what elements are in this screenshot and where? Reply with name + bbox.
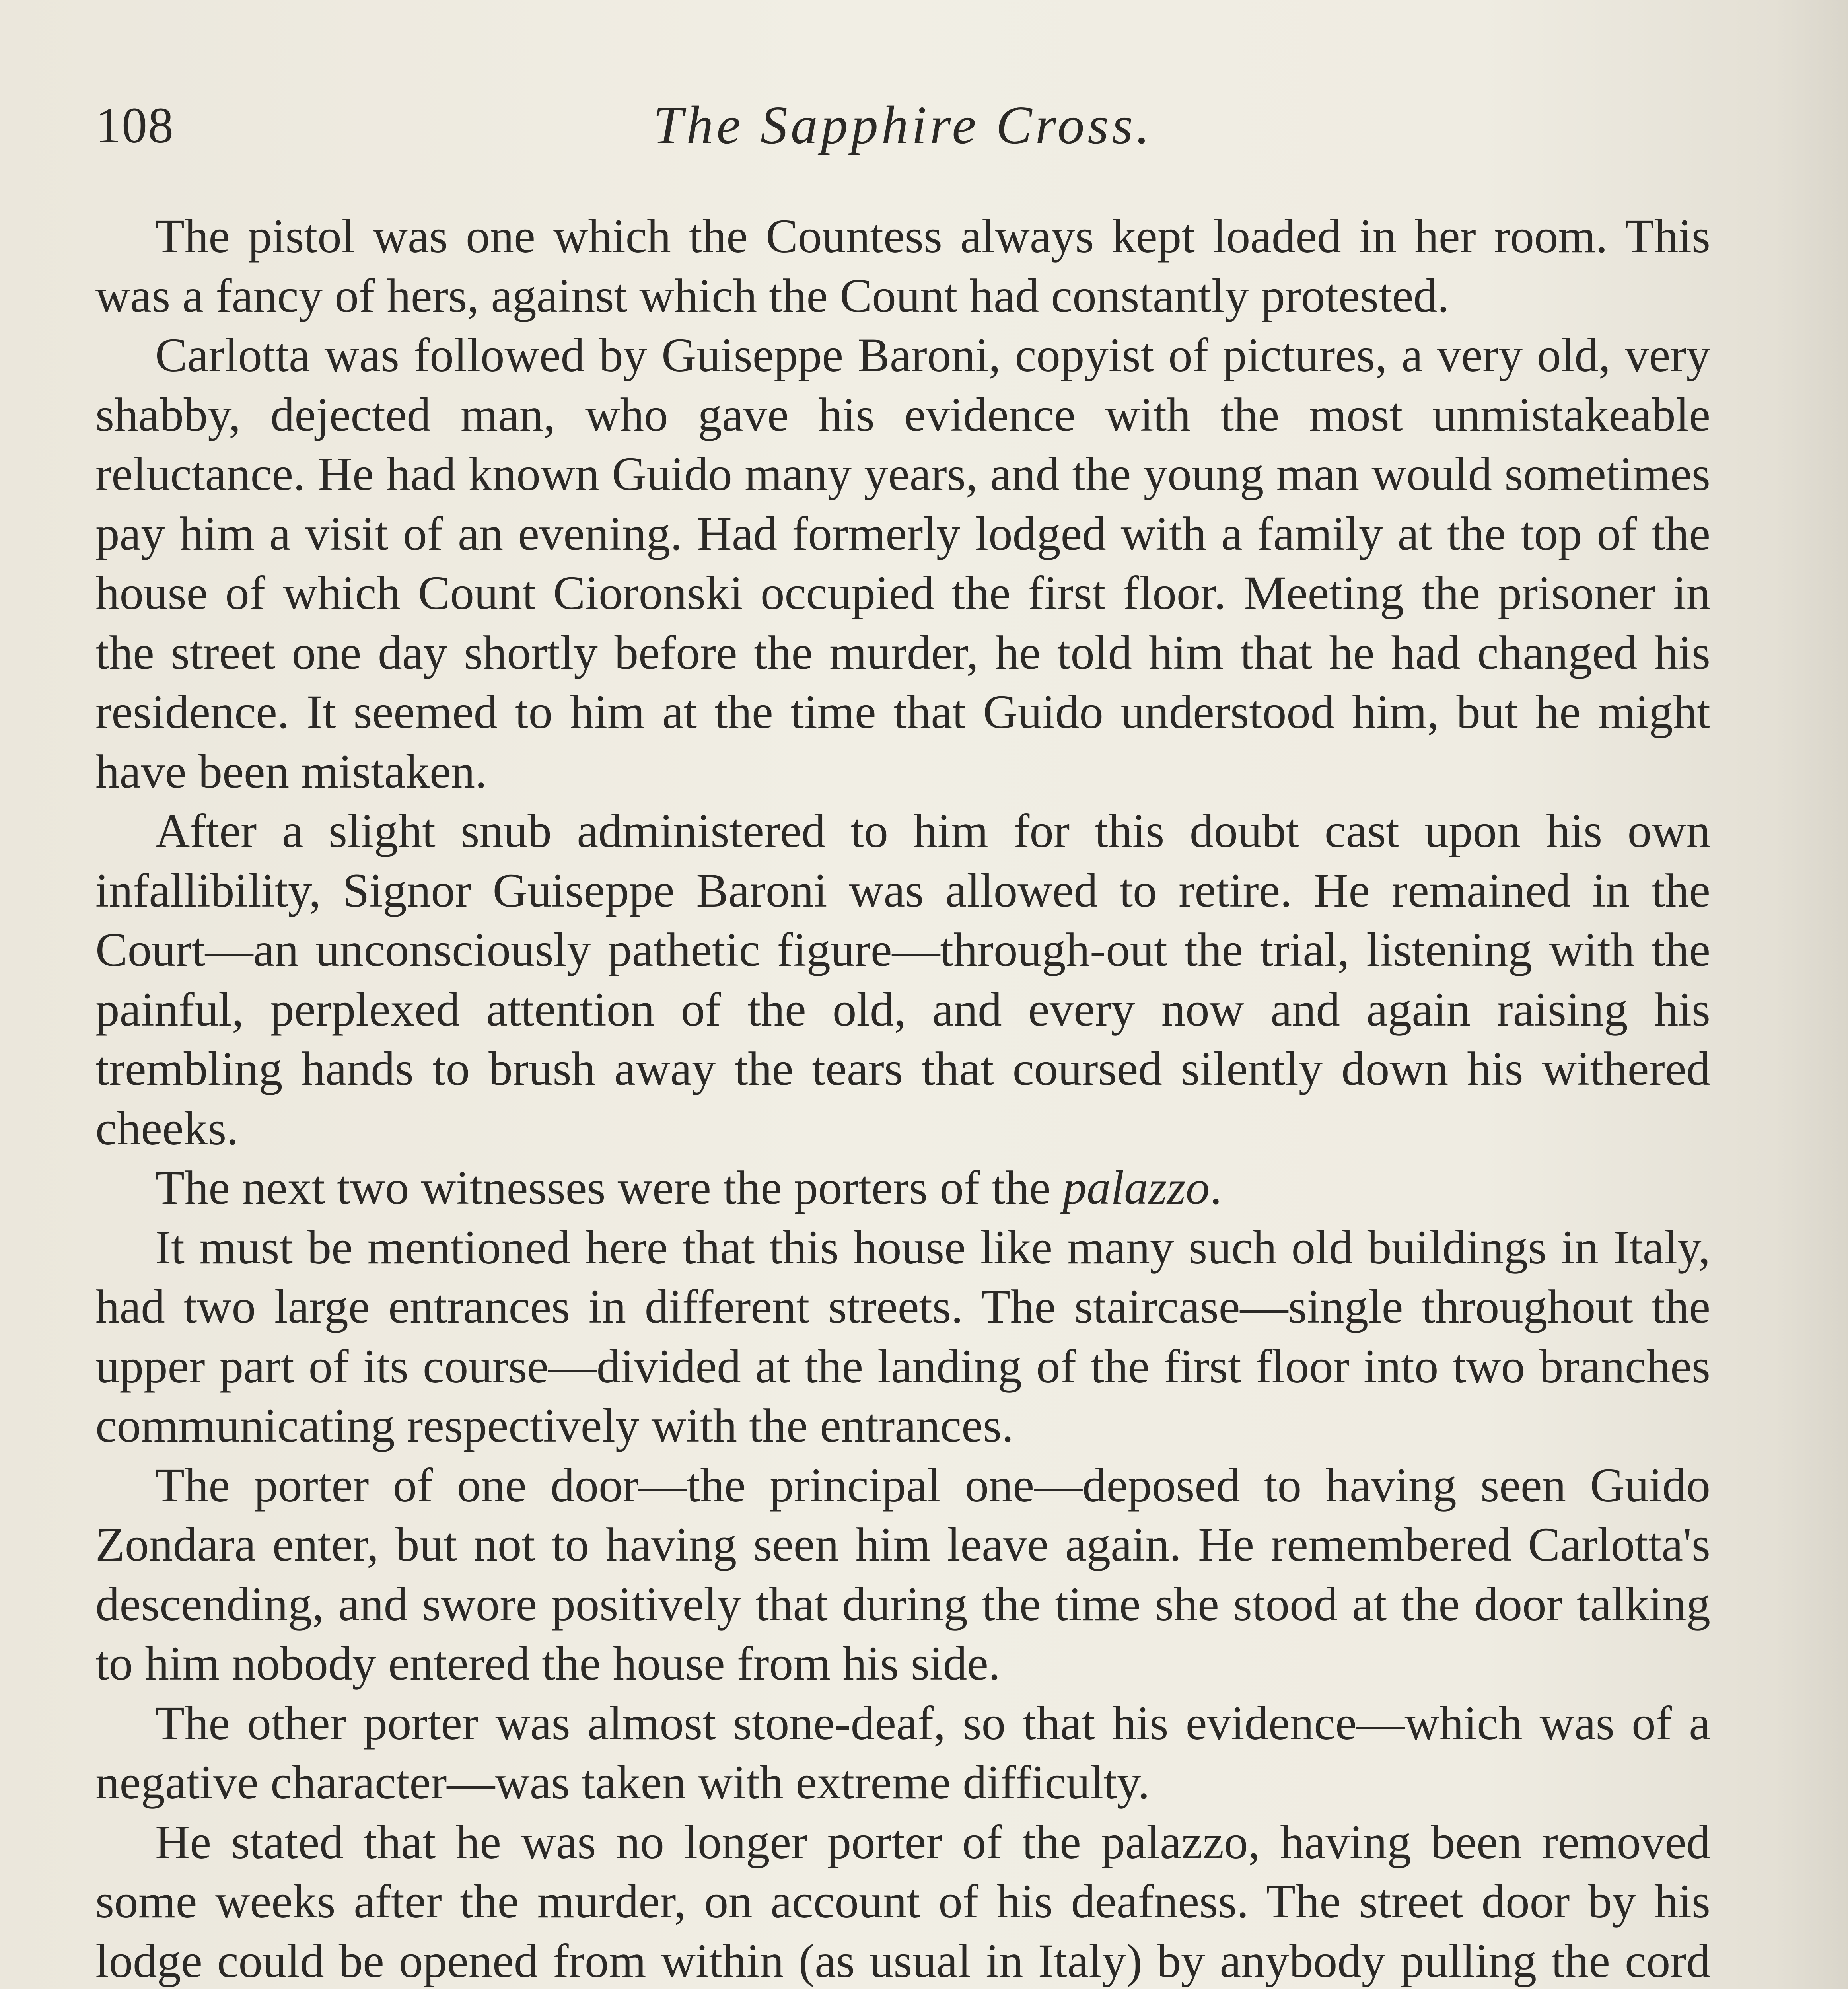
page-number: 108 — [95, 97, 174, 154]
paragraph-porters-intro — [95, 1158, 1710, 1218]
page-header — [95, 86, 1710, 165]
paragraph-house-entrances: It must be mentioned here that this house like many such old buildings in Italy, had two large entrances in different streets. The staircase—single throughout the upper part of its course—divided at the landing of the first floor into two branches communicating respectively with the entrances. — [95, 1220, 1710, 1452]
paragraph-deaf-porter-testimony: He stated that he was no longer porter of the palazzo, having been removed some weeks after the murder, on account of his deafness. The street door by his lodge could be opened from within (as usual in Italy) by anybody pulling the cord — [95, 1815, 1710, 1988]
paragraph-principal-porter: The porter of one door—the principal one—deposed to having seen Guido Zondara enter, but not to having seen him leave again. He remembered Carlotta's descending, and swore positively that during the time she stood at the door talking to him nobody entered the house from his side. — [95, 1458, 1710, 1690]
porters-intro-italic: palazzo — [1062, 1161, 1210, 1214]
paragraph-pistol: The pistol was one which the Countess always kept loaded in her room. This was a fancy of hers, against which the Count had constantly protested. — [95, 210, 1710, 323]
paragraph-baroni-retire: After a slight snub administered to him for this doubt cast upon his own infallibility, Signor Guiseppe Baroni was allowed to retire. He remained in the Court—an unconsciously pathetic figure—through-out the trial, listening with the painful, perplexed attention of the old, and every now and again raising his trembling hands to brush away the tears that coursed silently down his withered cheeks. — [95, 804, 1710, 1155]
paragraph-baroni-evidence: Carlotta was followed by Guiseppe Baroni, copyist of pictures, a very old, very shabby, dejected man, who gave his evidence with the most unmistakeable reluctance. He had known Guido many years, and the young man would sometimes pay him a visit of an evening. Had formerly lodged with a family at the top of the house of which Count Cioronski occupied the first floor. Meeting the prisoner in the street one day shortly before the murder, he told him that he had changed his residence. It seemed to him at the time that Guido understood him, but he might have been mistaken. — [95, 329, 1710, 798]
body-text — [95, 207, 1710, 1989]
porters-intro-end: . — [1210, 1161, 1222, 1214]
paragraph-deaf-porter-intro: The other porter was almost stone-deaf, so that his evidence—which was of a negative character—was taken with extreme difficulty. — [95, 1696, 1710, 1809]
running-title: The Sapphire Cross. — [653, 95, 1153, 155]
porters-intro-text: The next two witnesses were the porters of the — [155, 1161, 1063, 1214]
